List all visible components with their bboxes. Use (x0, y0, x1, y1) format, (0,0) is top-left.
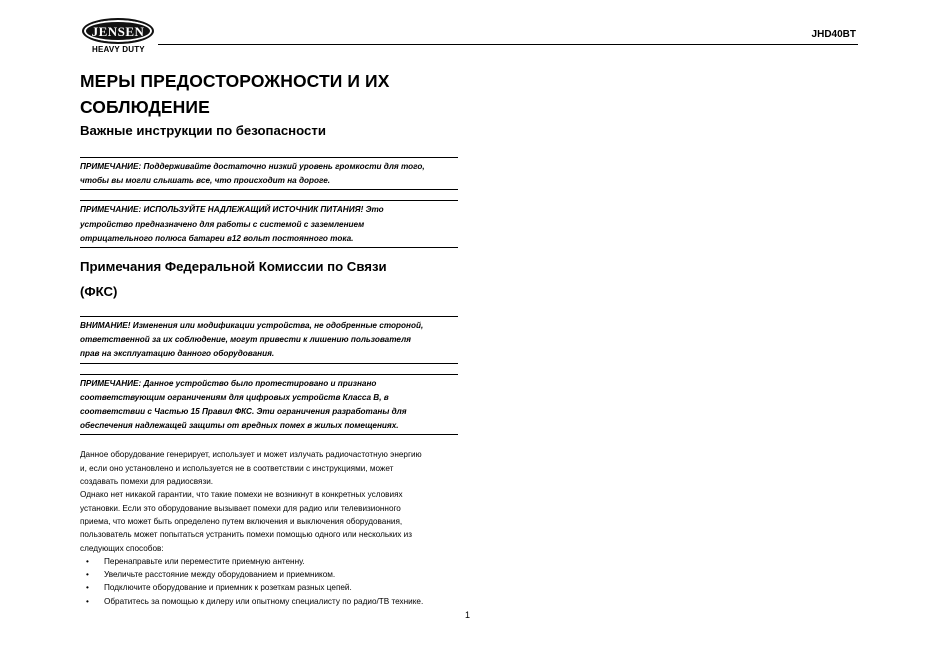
note-line: соответствии с Частью 15 Правил ФКС. Эти ограничения разработаны для (80, 407, 407, 417)
note-warning (80, 316, 458, 364)
list-item (80, 555, 458, 568)
page-title: МЕРЫ ПРЕДОСТОРОЖНОСТИ И ИХ СОБЛЮДЕНИЕ (80, 71, 390, 117)
logo-oval (82, 18, 154, 44)
fcc-heading-line2: (ФКС) (80, 284, 118, 300)
bullet-icon: • (86, 556, 89, 566)
note-volume (80, 157, 458, 190)
body-line: создавать помехи для радиосвязи. (80, 477, 214, 487)
note-power (80, 200, 458, 248)
note-line: ВНИМАНИЕ! Изменения или модификации устройства, не одобренные стороной, (80, 321, 424, 331)
body-line: пользователь может попытаться устранить помехи помощью одного или нескольких из (80, 530, 413, 540)
note-fcc-class-b (80, 374, 458, 436)
list-item-text: Обратитесь за помощью к дилеру или опытному специалисту по радио/ТВ технике. (104, 596, 424, 606)
note-line: устройство предназначено для работы с системой с заземлением (80, 219, 365, 229)
note-line: ПРИМЕЧАНИЕ: Данное устройство было протестировано и признано (80, 378, 377, 388)
body-line: Данное оборудование генерирует, использует и может излучать радиочастотную энергию (80, 450, 422, 460)
bullet-icon: • (86, 570, 89, 580)
list-item (80, 568, 458, 581)
note-line: ПРИМЕЧАНИЕ: Поддерживайте достаточно низкий уровень громкости для того, (80, 162, 425, 171)
remedy-list (80, 555, 458, 608)
fcc-heading (80, 254, 458, 304)
header-rule (158, 44, 858, 45)
bullet-icon: • (86, 596, 89, 606)
body-text (80, 448, 458, 608)
safety-subtitle: Важные инструкции по безопасности (80, 123, 326, 138)
logo-text: JENSEN (91, 23, 145, 39)
body-line: Однако нет никакой гарантии, что такие помехи не возникнут в конкретных условиях (80, 490, 403, 500)
logo-subtitle: HEAVY DUTY (92, 45, 145, 54)
fcc-heading-line1: Примечания Федеральной Комиссии по Связи (80, 259, 387, 275)
note-line: соответствующим ограничениям для цифровых устройств Класса B, в (80, 392, 389, 402)
note-line: прав на эксплуатацию данного оборудования. (80, 349, 275, 359)
list-item (80, 595, 458, 608)
jensen-logo (80, 18, 160, 58)
list-item-text: Перенаправьте или переместите приемную антенну. (104, 556, 305, 566)
model-number: JHD40BT (811, 29, 856, 40)
note-line: чтобы вы могли слышать все, что происходит на дороге. (80, 176, 331, 186)
body-line: установки. Если это оборудование вызывает помехи для радио или телевизионного (80, 503, 401, 513)
bullet-icon: • (86, 583, 89, 593)
list-item-text: Подключите оборудование и приемник к розеткам разных цепей. (104, 583, 352, 593)
note-line: отрицательного полюса батареи в12 вольт постоянного тока. (80, 233, 354, 243)
page-number: 1 (465, 610, 471, 620)
body-line: следующих способов: (80, 543, 164, 553)
note-line: ПРИМЕЧАНИЕ: ИСПОЛЬЗУЙТЕ НАДЛЕЖАЩИЙ ИСТОЧНИК ПИТАНИЯ! Это (80, 205, 384, 215)
note-line: обеспечения надлежащей защиты от вредных помех в жилых помещениях. (80, 421, 399, 431)
body-line: приема, что может быть определено путем включения и выключения оборудования, (80, 516, 403, 526)
list-item-text: Увеличьте расстояние между оборудованием и приемником. (104, 570, 336, 580)
note-line: ответственной за их соблюдение, могут привести к лишению пользователя (80, 335, 411, 345)
page-content (80, 68, 458, 608)
list-item (80, 581, 458, 594)
body-line: и, если оно установлено и используется не в соответствии с инструкциями, может (80, 463, 394, 473)
